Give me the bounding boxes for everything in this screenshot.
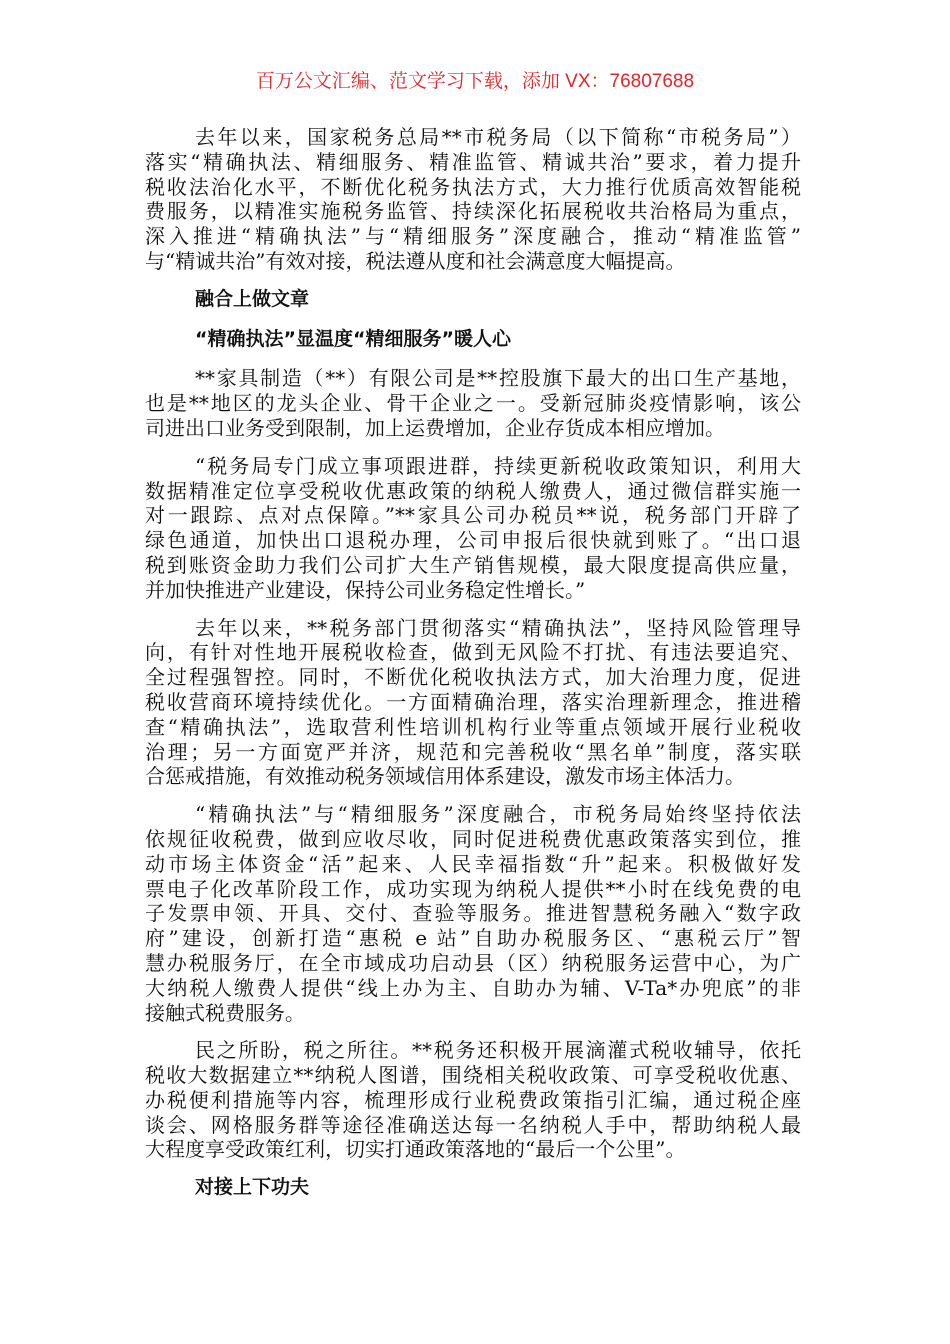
paragraph-line: 子发票申领、开具、交付、查验等服务。推进智慧税务融入“数字政 — [145, 901, 801, 926]
document-body — [145, 125, 801, 1215]
paragraph-line: 大程度享受政策红利，切实打通政策落地的“最后一个公里”。 — [145, 1137, 686, 1162]
paragraph-line: 司进出口业务受到限制，加上运费增加，企业存货成本相应增加。 — [145, 415, 725, 440]
paragraph-line: 税收大数据建立**纳税人图谱，围绕相关税收政策、可享受税收优惠、 — [145, 1063, 801, 1088]
paragraph-line: 向，有针对性地开展税收检查，做到无风险不打扰、有违法要追究、 — [145, 640, 801, 665]
paragraph-line: 府”建设，创新打造“惠税 e 站”自助办税服务区、“惠税云厅”智 — [145, 926, 801, 951]
paragraph-line: 落实“精确执法、精细服务、精准监管、精诚共治”要求，着力提升 — [145, 149, 801, 174]
paragraph-line: 治理；另一方面宽严并济，规范和完善税收“黑名单”制度，落实联 — [145, 739, 801, 764]
paragraph-line: 税收营商环境持续优化。一方面精确治理，落实治理新理念，推进稽 — [145, 689, 801, 714]
paragraph-line: 合惩戒措施，有效推动税务领域信用体系建设，激发市场主体活力。 — [145, 764, 745, 789]
paragraph — [145, 366, 801, 440]
paragraph-line: 去年以来，国家税务总局**市税务局（以下简称“市税务局”） — [195, 125, 801, 149]
paragraph-line: 与“精诚共治”有效对接，税法遵从度和社会满意度大幅提高。 — [145, 248, 686, 273]
paragraph-line: 去年以来，**税务部门贯彻落实“精确执法”，坚持风险管理导 — [195, 615, 801, 640]
section-heading: “精确执法”显温度“精细服务”暖人心 — [195, 327, 511, 350]
section-heading: 融合上做文章 — [195, 287, 310, 310]
section-heading: 对接上下功夫 — [195, 1176, 310, 1199]
paragraph-line: 接触式税费服务。 — [145, 1000, 305, 1025]
paragraph-line: 依规征收税费，做到应收尽收，同时促进税费优惠政策落实到位，推 — [145, 826, 801, 851]
paragraph-line: 民之所盼，税之所往。**税务还积极开展滴灌式税收辅导，依托 — [195, 1038, 801, 1063]
paragraph-line: 查“精确执法”，选取营利性培训机构行业等重点领域开展行业税收 — [145, 714, 801, 739]
paragraph — [145, 616, 801, 790]
paragraph-line: 费服务，以精准实施税务监管、持续深化拓展税收共治格局为重点， — [145, 199, 801, 224]
paragraph-line: 动市场主体资金“活”起来、人民幸福指数“升”起来。积极做好发 — [145, 851, 801, 876]
paragraph-line: “精确执法”与“精细服务”深度融合，市税务局始终坚持依法 — [195, 802, 801, 827]
paragraph-line: “税务局专门成立事项跟进群，持续更新税收政策知识，利用大 — [195, 453, 801, 478]
paragraph-line: 全过程强智控。同时，不断优化税收执法方式，加大治理力度，促进 — [145, 665, 801, 690]
paragraph-line: 并加快推进产业建设，保持公司业务稳定性增长。” — [145, 577, 586, 602]
watermark-banner: 百万公文汇编、范文学习下载，添加 VX：76807688 — [255, 71, 695, 92]
paragraph-line: 也是**地区的龙头企业、骨干企业之一。受新冠肺炎疫情影响，该公 — [145, 391, 801, 416]
paragraph-line: 票电子化改革阶段工作，成功实现为纳税人提供**小时在线免费的电 — [145, 876, 801, 901]
paragraph-line: 绿色通道，加快出口退税办理，公司申报后很快就到账了。“出口退 — [145, 528, 801, 553]
paragraph-line: 深入推进“精确执法”与“精细服务”深度融合，推动“精准监管” — [145, 224, 801, 249]
paragraph-line: 税收法治化水平，不断优化税务执法方式，大力推行优质高效智能税 — [145, 174, 801, 199]
paragraph-line: 谈会、网格服务群等途径准确送达每一名纳税人手中，帮助纳税人最 — [145, 1112, 801, 1137]
paragraph-line: 慧办税服务厅，在全市域成功启动县（区）纳税服务运营中心，为广 — [145, 950, 801, 975]
paragraph — [145, 454, 801, 603]
paragraph — [145, 125, 801, 274]
paragraph-line: 对一跟踪、点对点保障。”**家具公司办税员**说，税务部门开辟了 — [145, 503, 801, 528]
paragraph-line: 办税便利措施等内容，梳理形成行业税费政策指引汇编，通过税企座 — [145, 1087, 801, 1112]
paragraph — [145, 802, 801, 1025]
paragraph-line: **家具制造（**）有限公司是**控股旗下最大的出口生产基地， — [195, 366, 801, 391]
paragraph — [145, 1038, 801, 1162]
paragraph-line: 数据精准定位享受税收优惠政策的纳税人缴费人，通过微信群实施一 — [145, 478, 801, 503]
paragraph-line: 税到账资金助力我们公司扩大生产销售规模，最大限度提高供应量， — [145, 552, 801, 577]
paragraph-line: 大纳税人缴费人提供“线上办为主、自助办为辅、V-Ta*办兜底”的非 — [145, 975, 801, 1000]
